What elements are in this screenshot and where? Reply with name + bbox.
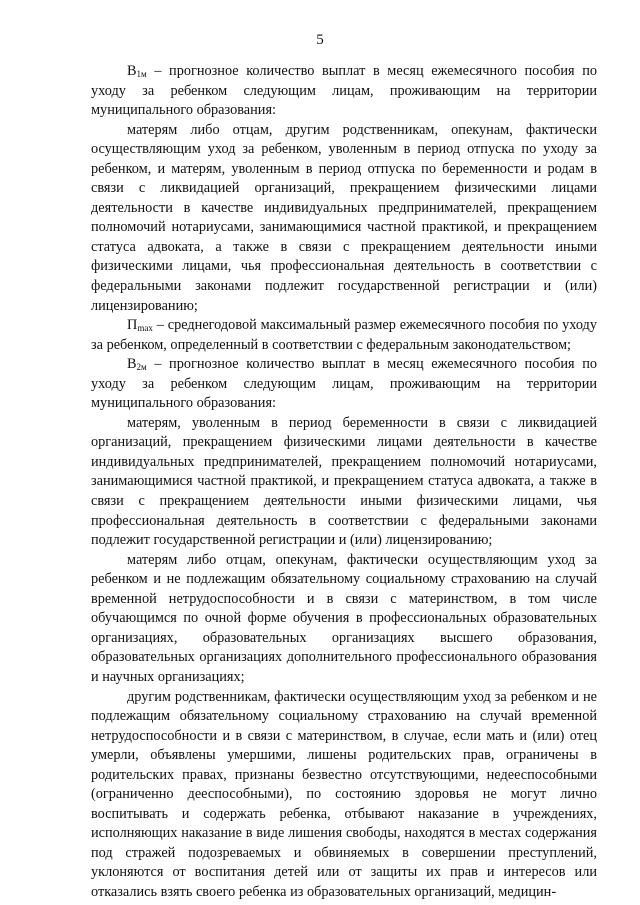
paragraph-text: – среднегодовой максимальный размер ежемесячного пособия по уходу за ребенком, определенный в соответствии с федеральным законодательством; (91, 317, 597, 353)
symbol-base: П (127, 317, 138, 334)
page-number: 5 (316, 32, 324, 48)
symbol-base: В (127, 63, 137, 79)
symbol-subscript: 1м (136, 69, 147, 79)
document-body (91, 62, 597, 903)
paragraph-b2m-definition (91, 355, 597, 414)
paragraph-b1m-definition (91, 62, 597, 121)
paragraph-b1m-recipients (91, 121, 597, 316)
paragraph-text: матерям либо отцам, опекунам, фактически осуществляющим уход за ребенком и не подлежащим обязательному социальному страхованию на случай временной нетрудоспособности и в связи с материнством, в том числе обучающимся по очной форме обучения в профессиональных образовательных организациях, образовательных организациях высшего образования, образовательных организациях дополнительного профессионального образования и научных организациях; (91, 551, 597, 685)
paragraph-text: матерям либо отцам, другим родственникам, опекунам, фактически осуществляющим уход за ребенком, уволенным в период отпуска по уходу за ребенком, и матерям, уволенным в период отпуска по беременности и родам в связи с ликвидацией организаций, прекращением физическими лицами деятельности в качестве индивидуальных предпринимателей, прекращением полномочий нотариусами, занимающимися частной практикой, и прекращением статуса адвоката, а также в связи с прекращением деятельности иными физическими лицами, чья профессиональная деятельность в соответствии с федеральными законами подлежит государственной регистрации и (или) лицензированию; (91, 121, 597, 314)
paragraph-text: – прогнозное количество выплат в месяц ежемесячного пособия по уходу за ребенком следующим лицам, проживающим на территории муниципального образования: (91, 63, 597, 119)
symbol-subscript: 2м (136, 362, 147, 373)
paragraph-pmax-definition (91, 316, 597, 355)
paragraph-b2m-other-relatives (91, 688, 597, 903)
symbol-subscript: max (137, 323, 153, 334)
paragraph-text: другим родственникам, фактически осуществляющим уход за ребенком и не подлежащим обязательному социальному страхованию на случай временной нетрудоспособности и в связи с материнством, в случае, если мать и (или) отец умерли, объявлены умершими, лишены родительских прав, ограничены в родительских правах, признаны безвестно отсутствующими, недееспособными (ограниченно дееспособными), по состоянию здоровья не могут лично воспитывать и содержать ребенка, отбывают наказание в учреждениях, исполняющих наказание в виде лишения свободы, находятся в местах содержания под стражей подозреваемых и обвиняемых в совершении преступлений, уклоняются от воспитания детей или от защиты их прав и интересов или отказались взять своего ребенка из образовательных организаций, медицин- (91, 688, 597, 900)
paragraph-text: – прогнозное количество выплат в месяц ежемесячного пособия по уходу за ребенком следующим лицам, проживающим на территории муниципального образования: (91, 356, 597, 412)
paragraph-text: матерям, уволенным в период беременности в связи с ликвидацией организаций, прекращением физическими лицами деятельности в качестве индивидуальных предпринимателей, прекращением полномочий нотариусами, занимающимися частной практикой, и прекращением статуса адвоката, а также в связи с прекращением деятельности иными физическими лицами, чья профессиональная деятельность в соответствии с федеральными законами подлежит государственной регистрации и (или) лицензированию; (91, 414, 597, 549)
paragraph-b2m-mothers-pregnancy (91, 414, 597, 551)
paragraph-b2m-uninsured-parents (91, 551, 597, 688)
symbol-base: В (127, 356, 137, 373)
